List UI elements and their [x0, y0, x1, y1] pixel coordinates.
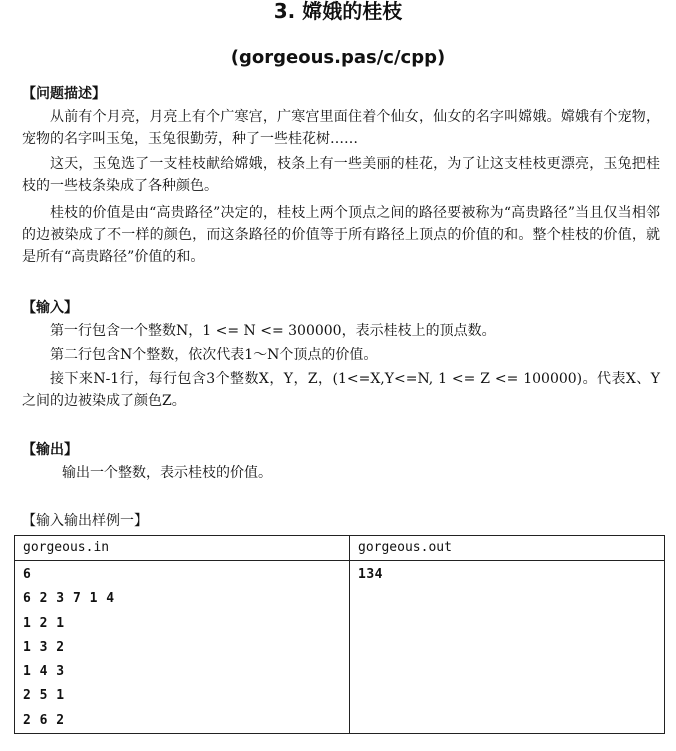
problem-paragraph-3: 桂枝的价值是由“高贵路径”决定的，桂枝上两个顶点之间的路径要被称为“高贵路径”当且仅当相邻的边被染成了不一样的颜色，而这条路径的价值等于所有路径上顶点的价值的和。整个桂枝的价值，就是所有“高贵路径”价值的和。	[22, 205, 660, 265]
sample-io-table	[14, 535, 665, 734]
problem-paragraph-2: 这天，玉兔选了一支桂枝献给嫦娥，枝条上有一些美丽的桂花，为了让这支桂枝更漂亮，玉兔把桂枝的一些枝条染成了各种颜色。	[22, 156, 660, 194]
problem-title: 3. 嫦娥的桂枝	[273, 0, 403, 23]
sample-input-line: 2 5 1	[23, 688, 65, 704]
input-line-1: 第一行包含一个整数N，1 <= N <= 300000，表示桂枝上的顶点数。	[50, 323, 496, 339]
sample-input-filename: gorgeous.in	[15, 536, 350, 561]
problem-paragraph-1: 从前有个月亮，月亮上有个广寒宫，广寒宫里面住着个仙女，仙女的名字叫嫦娥。嫦娥有个宠物，宠物的名字叫玉兔，玉兔很勤劳，种了一些桂花树……	[22, 109, 660, 147]
sample-header-row	[15, 536, 665, 561]
sample-input-line: 1 3 2	[23, 639, 65, 655]
file-name-subtitle: (gorgeous.pas/c/cpp)	[230, 47, 446, 68]
input-line-2: 第二行包含N个整数，依次代表1～N个顶点的价值。	[50, 347, 378, 363]
sample-data-row	[15, 561, 665, 734]
problem-description-heading: 【问题描述】	[22, 86, 106, 102]
sample-output-filename: gorgeous.out	[350, 536, 665, 561]
output-line-1: 输出一个整数，表示桂枝的价值。	[62, 465, 272, 481]
sample-input-line: 2 6 2	[23, 712, 65, 728]
sample-input-line: 6 2 3 7 1 4	[23, 591, 115, 607]
sample-input-line: 1 4 3	[23, 664, 65, 680]
input-line-3: 接下来N-1行，每行包含3个整数X，Y，Z，(1<=X,Y<=N, 1 <= Z <= 100000)。代表X、Y之间的边被染成了颜色Z。	[22, 371, 660, 409]
input-heading: 【输入】	[22, 300, 78, 316]
sample-input-line: 1 2 1	[23, 615, 65, 631]
sample-output-cell	[350, 561, 665, 734]
sample-heading: 【输入输出样例一】	[22, 513, 148, 529]
output-heading: 【输出】	[22, 442, 78, 458]
sample-output-line: 134	[358, 567, 383, 582]
sample-input-cell	[15, 561, 350, 734]
sample-input-line: 6	[23, 567, 32, 582]
